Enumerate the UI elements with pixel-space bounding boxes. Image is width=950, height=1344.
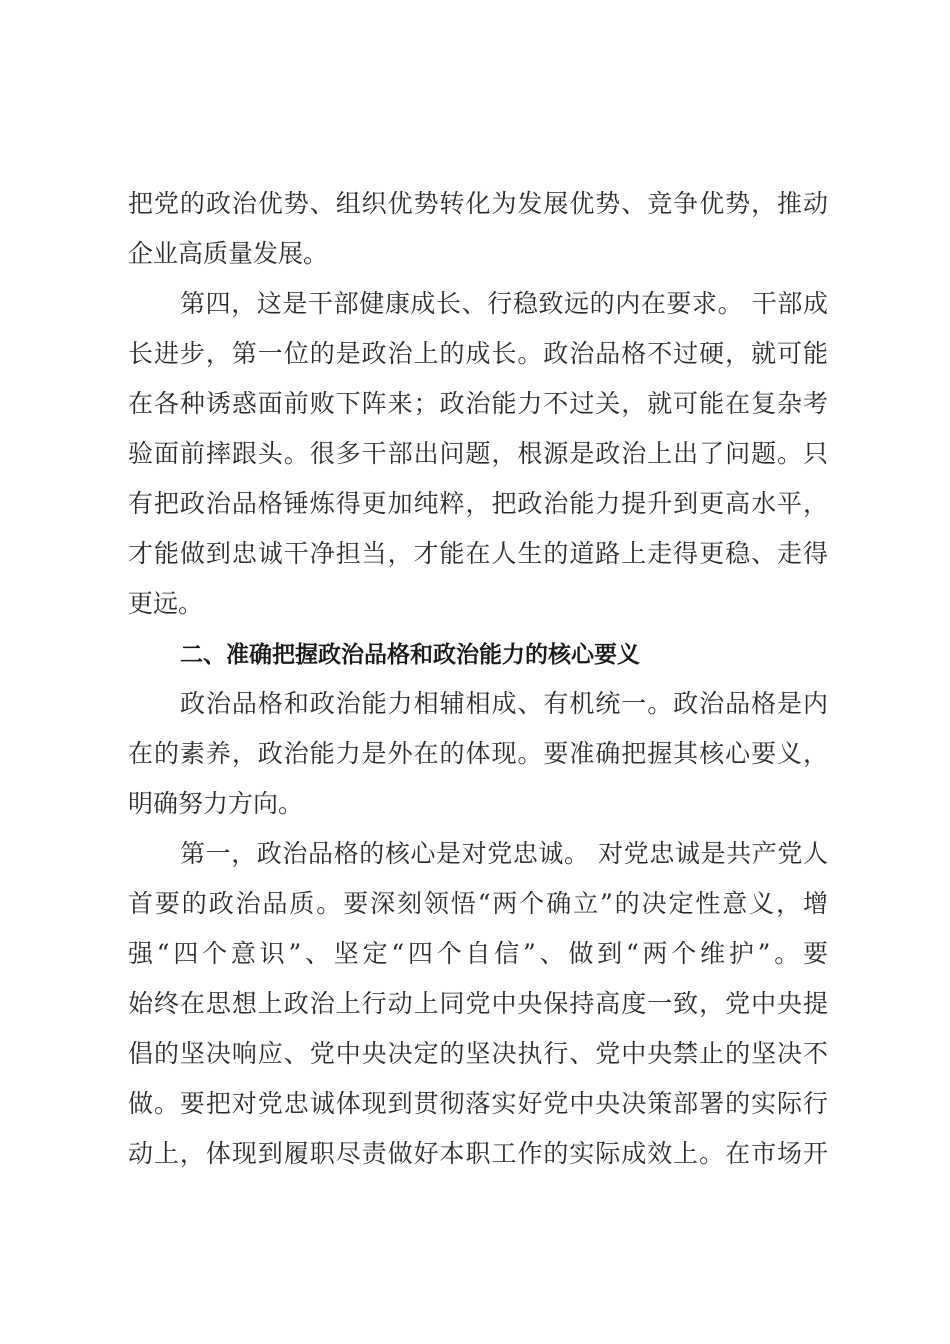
paragraph-line: 政治品格和政治能力相辅相成、有机统一。政治品格是内 [180,689,828,718]
paragraph-line: 强“四个意识”、坚定“四个自信”、做到“两个维护”。要 [128,939,828,968]
section-heading: 二、准确把握政治品格和政治能力的核心要义 [180,642,640,668]
paragraph-line: 首要的政治品质。要深刻领悟“两个确立”的决定性意义，增 [128,889,828,918]
paragraph-line: 验面前摔跟头。很多干部出问题，根源是政治上出了问题。只 [128,439,828,468]
paragraph-line: 做。要把对党忠诚体现到贯彻落实好党中央决策部署的实际行 [128,1089,828,1118]
paragraph-line: 才能做到忠诚干净担当，才能在人生的道路上走得更稳、走得 [128,539,828,568]
paragraph-line: 始终在思想上政治上行动上同党中央保持高度一致，党中央提 [128,989,828,1018]
paragraph-line: 有把政治品格锤炼得更加纯粹，把政治能力提升到更高水平， [128,489,828,518]
paragraph-line: 倡的坚决响应、党中央决定的坚决执行、党中央禁止的坚决不 [128,1039,828,1068]
paragraph-line: 在的素养，政治能力是外在的体现。要准确把握其核心要义， [128,739,828,768]
paragraph-line: 第四，这是干部健康成长、行稳致远的内在要求。 干部成 [180,289,828,318]
paragraph-line: 明确努力方向。 [128,789,304,818]
paragraph-line: 动上，体现到履职尽责做好本职工作的实际成效上。在市场开 [128,1139,828,1168]
paragraph-line: 在各种诱惑面前败下阵来；政治能力不过关，就可能在复杂考 [128,389,828,418]
paragraph-line: 长进步，第一位的是政治上的成长。政治品格不过硬，就可能 [128,339,828,368]
paragraph-line: 第一，政治品格的核心是对党忠诚。 对党忠诚是共产党人 [180,839,828,868]
paragraph-line: 更远。 [128,589,204,618]
paragraph-line: 把党的政治优势、组织优势转化为发展优势、竞争优势，推动 [128,189,828,218]
paragraph-line: 企业高质量发展。 [128,239,329,268]
